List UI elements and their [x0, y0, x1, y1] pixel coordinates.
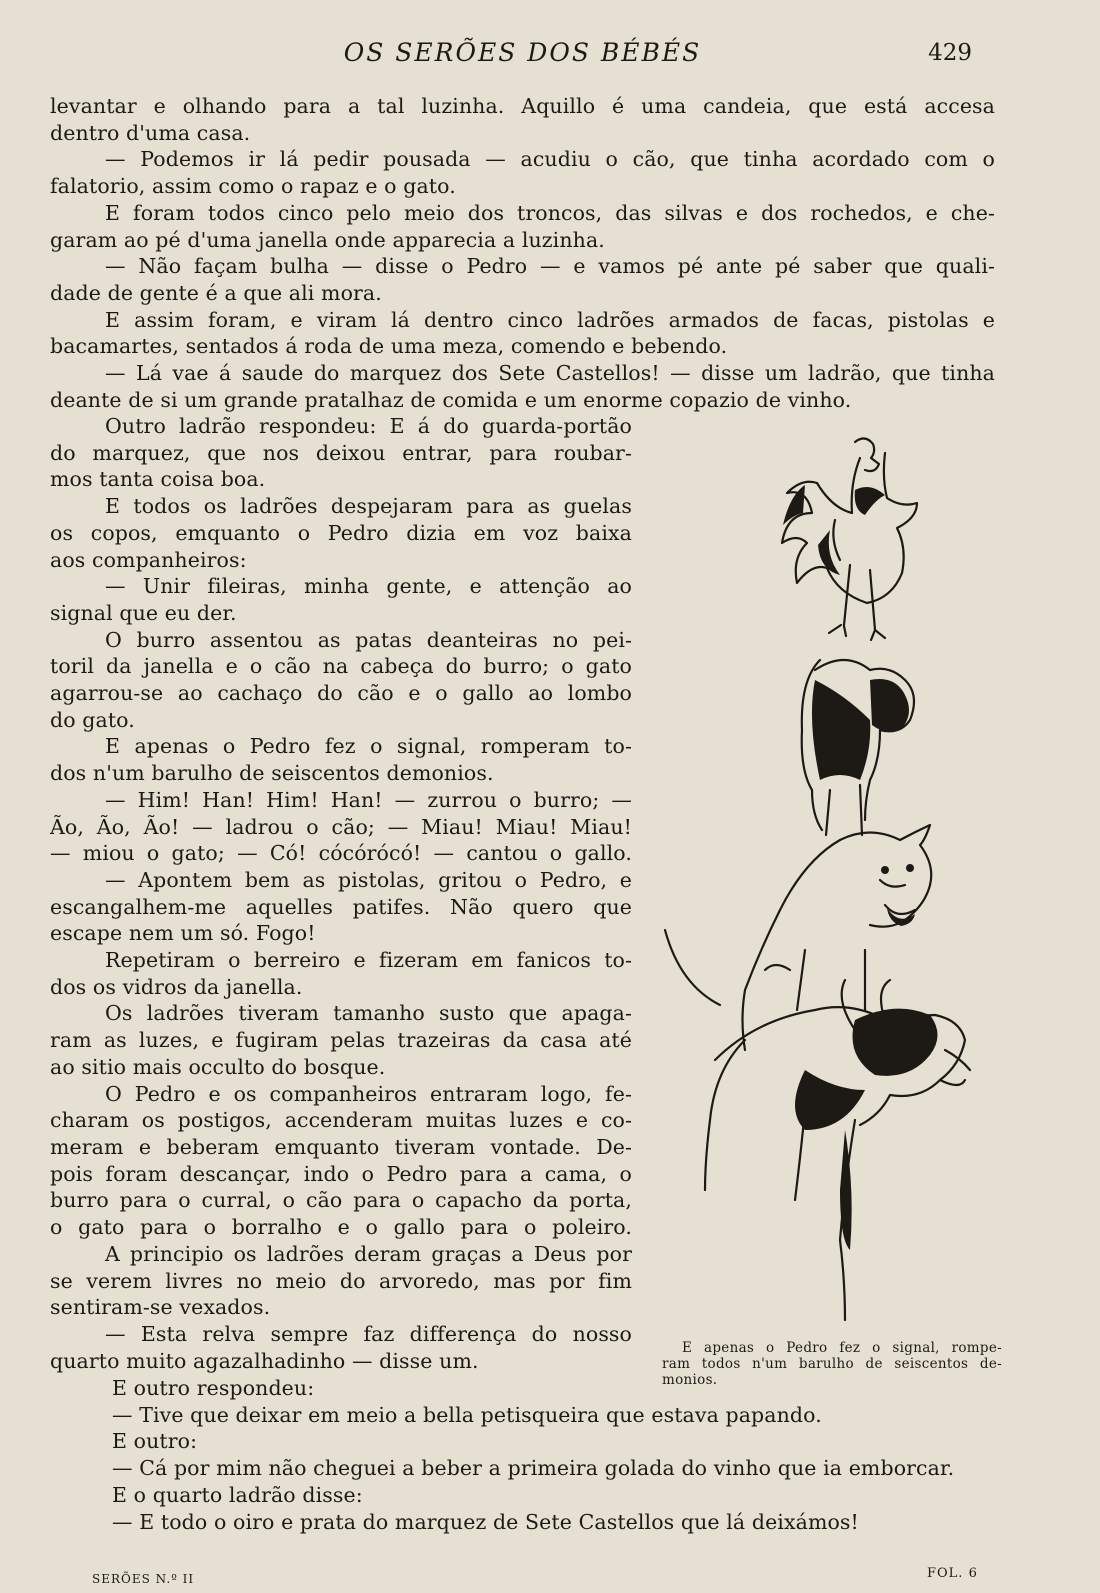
text-line: escape nem um só. Fogo! — [50, 921, 316, 946]
text-line: o gato para o borralho e o gallo para o poleiro. — [50, 1215, 632, 1240]
text-line: Os ladrões tiveram tamanho susto que apaga- — [105, 1001, 632, 1026]
rooster-drawing — [782, 438, 917, 640]
text-line: meram e beberam emquanto tiveram vontade. De- — [50, 1134, 632, 1159]
text-line: dade de gente é a que ali mora. — [50, 280, 382, 305]
text-line: garam ao pé d'uma janella onde apparecia a luzinha. — [50, 227, 605, 252]
text-line: Repetiram o berreiro e fizeram em fanicos to- — [105, 948, 632, 973]
text-line: E o quarto ladrão disse: — [112, 1482, 363, 1507]
text-line: escangalhem-me aquelles patifes. Não quero que — [50, 894, 632, 919]
text-line: charam os postigos, accenderam muitas luzes e co- — [50, 1108, 632, 1133]
text-line: — Não façam bulha — disse o Pedro — e vamos pé ante pé saber que quali- — [105, 254, 995, 279]
text-line: do marquez, que nos deixou entrar, para roubar- — [50, 440, 632, 465]
text-line: sentiram-se vexados. — [50, 1295, 271, 1320]
animal-stack-illustration — [655, 430, 1000, 1330]
text-line: quarto muito agazalhadinho — disse um. — [50, 1348, 479, 1373]
text-line: Ão, Ão, Ão! — ladrou o cão; — Miau! Miau! Miau! — [50, 814, 632, 839]
page-number: 429 — [928, 40, 972, 66]
text-line: falatorio, assim como o rapaz e o gato. — [50, 174, 456, 199]
caption-line: E apenas o Pedro fez o signal, rompe- — [682, 1340, 1002, 1356]
running-header — [0, 38, 1100, 78]
text-line: — Tive que deixar em meio a bella petisqueira que estava papando. — [112, 1402, 822, 1427]
folio-mark: FOL. 6 — [927, 1566, 978, 1581]
text-line: pois foram descançar, indo o Pedro para a cama, o — [50, 1161, 632, 1186]
text-line: agarrou-se ao cachaço do cão e o gallo ao lombo — [50, 681, 632, 706]
text-line: deante de si um grande pratalhaz de comida e um enorme copazio de vinho. — [50, 387, 852, 412]
text-line: — Podemos ir lá pedir pousada — acudiu o cão, que tinha acordado com o — [105, 147, 995, 172]
text-line: O Pedro e os companheiros entraram logo, fe- — [105, 1081, 632, 1106]
text-line: E assim foram, e viram lá dentro cinco ladrões armados de facas, pistolas e — [105, 307, 995, 332]
illustration-caption — [662, 1340, 1002, 1388]
text-line: E outro: — [112, 1429, 198, 1454]
text-line: dos n'um barulho de seiscentos demonios. — [50, 761, 494, 786]
text-line: levantar e olhando para a tal luzinha. Aquillo é uma candeia, que está accesa — [50, 94, 995, 118]
text-line: os copos, emquanto o Pedro dizia em voz baixa — [50, 520, 632, 545]
caption-line: ram todos n'um barulho de seiscentos de- — [662, 1356, 1002, 1372]
text-line: do gato. — [50, 707, 135, 732]
text-line: E outro respondeu: — [112, 1376, 315, 1400]
text-line: dentro d'uma casa. — [50, 120, 251, 145]
text-line: E foram todos cinco pelo meio dos troncos, das silvas e dos rochedos, e che- — [105, 200, 995, 225]
text-line: — Esta relva sempre faz differença do nosso — [105, 1321, 632, 1346]
text-line: Outro ladrão respondeu: E á do guarda-portão — [105, 414, 632, 438]
text-line: — Lá vae á saude do marquez dos Sete Castellos! — disse um ladrão, que tinha — [105, 361, 995, 386]
bottom-text-block — [50, 1375, 1000, 1535]
top-text-block — [50, 93, 995, 413]
caption-line: monios. — [662, 1372, 718, 1388]
text-line: — E todo o oiro e prata do marquez de Sete Castellos que lá deixámos! — [112, 1509, 859, 1534]
text-line: dos os vidros da janella. — [50, 974, 303, 999]
signature-mark: SERÕES N.º II — [92, 1572, 195, 1586]
text-line: signal que eu der. — [50, 600, 237, 625]
text-line: ao sitio mais occulto do bosque. — [50, 1054, 386, 1079]
column-text-block — [50, 413, 632, 1374]
text-line: — Him! Han! Him! Han! — zurrou o burro; — — [105, 787, 632, 812]
text-line: E apenas o Pedro fez o signal, romperam to- — [105, 734, 632, 759]
text-line: A principio os ladrões deram graças a Deus por — [105, 1241, 632, 1266]
text-line: — Unir fileiras, minha gente, e attenção ao — [105, 574, 632, 599]
text-line: ram as luzes, e fugiram pelas trazeiras da casa até — [50, 1028, 632, 1053]
text-line: — Cá por mim não cheguei a beber a primeira golada do vinho que ia emborcar. — [112, 1456, 955, 1481]
text-line: se verem livres no meio do arvoredo, mas por fim — [50, 1268, 632, 1293]
text-line: toril da janella e o cão na cabeça do burro; o gato — [50, 654, 632, 679]
text-line: O burro assentou as patas deanteiras no pei- — [105, 627, 632, 652]
running-title: OS SERÕES DOS BÉBÉS — [343, 38, 702, 67]
text-line: mos tanta coisa boa. — [50, 467, 266, 492]
text-line: — miou o gato; — Có! cócórócó! — cantou o gallo. — [50, 841, 632, 866]
text-line: aos companheiros: — [50, 547, 247, 572]
text-line: burro para o curral, o cão para o capacho da porta, — [50, 1188, 632, 1213]
text-line: — Apontem bem as pistolas, gritou o Pedro, e — [105, 867, 632, 892]
text-line: E todos os ladrões despejaram para as guelas — [105, 494, 632, 519]
text-line: bacamartes, sentados á roda de uma meza, comendo e bebendo. — [50, 334, 728, 359]
